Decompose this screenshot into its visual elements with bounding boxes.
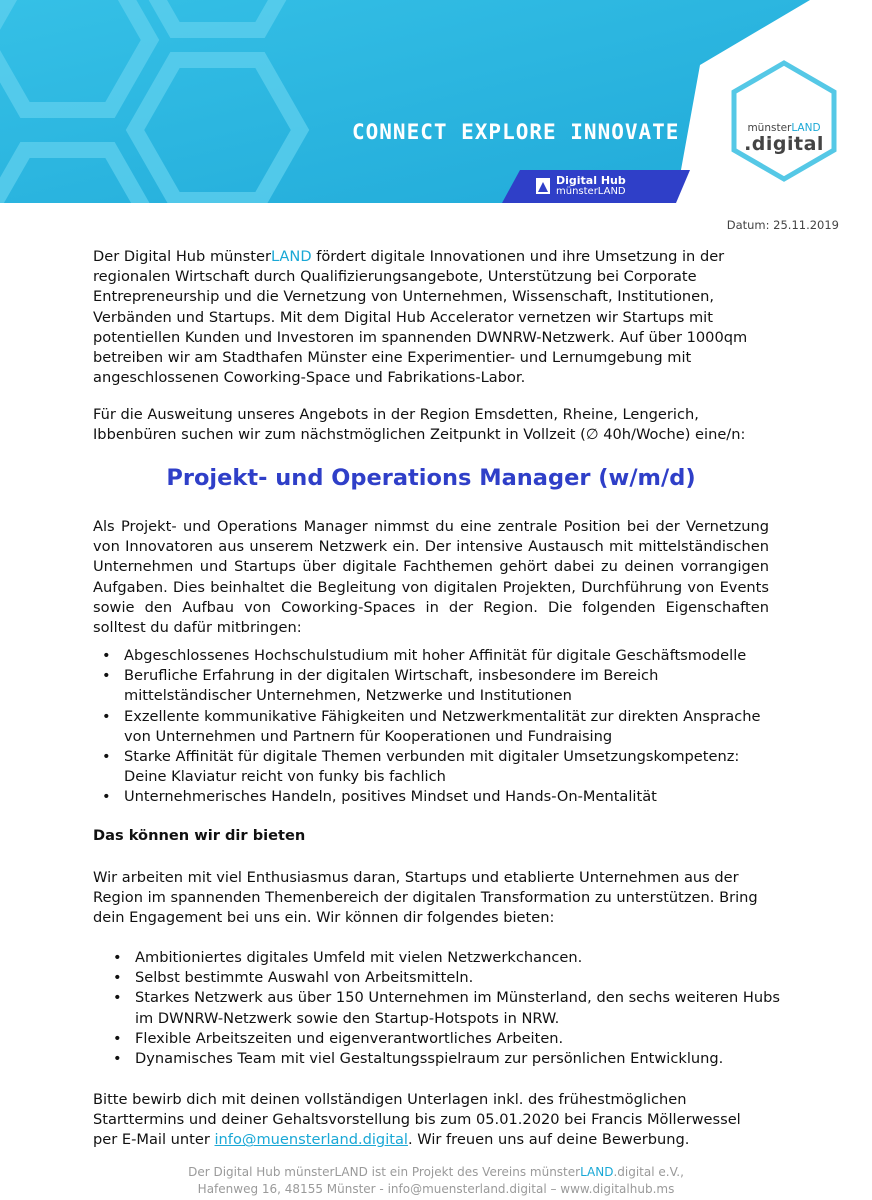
list-item: • Starkes Netzwerk aus über 150 Unternehmen im Münsterland, den sechs weiteren Hubs im DWNRW-Netzwerk sowie den Startup-Hotspots in NRW. [104, 988, 784, 1028]
document-date: Datum: 25.11.2019 [726, 218, 839, 232]
intro-post: fördert digitale Innovationen und ihre Umsetzung in der regionalen Wirtschaft durch Qualifizierungsangebote, Unterstützung bei Corporate Entrepreneurship und die Vernetzung von Unternehmen, Wissenschaft, Institutionen, Verbänden und Startups. Mit dem Digital Hub Accelerator vernetzen wir Startups mit potentiellen Kunden und Investoren im spannenden DWNRW-Netzwerk. Auf über 1000qm betreiben wir am Stadthafen Münster eine Experimentier- und Lernumgebung mit angeschlossenen Coworking-Space und Fabrikations-Labor. [93, 248, 748, 387]
list-item: • Berufliche Erfahrung in der digitalen Wirtschaft, insbesondere im Bereich mittelständischer Unternehmen, Netzwerke und Institutionen [93, 666, 783, 706]
email-link[interactable]: info@muensterland.digital [214, 1131, 408, 1149]
expansion-paragraph: Für die Ausweitung unseres Angebots in der Region Emsdetten, Rheine, Lengerich, Ibbenbüren suchen wir zum nächstmöglichen Zeitpunkt in Vollzeit (∅ 40h/Woche) eine/n: [93, 406, 746, 444]
header-banner [0, 0, 872, 203]
intro-accent: LAND [270, 248, 312, 265]
offer-intro: Wir arbeiten mit viel Enthusiasmus daran, Startups und etablierte Unternehmen aus der Region im spannenden Themenbereich der digitalen Transformation zu unterstützen. Bring dein Engagement bei uns ein. Wir können dir folgendes bieten: [93, 869, 758, 927]
requirements-list [93, 646, 783, 808]
hub-logo-icon [536, 176, 551, 196]
closing-paragraph [93, 1090, 769, 1151]
footer-line-1 [0, 1164, 872, 1181]
offer-heading: Das können wir dir bieten [93, 827, 306, 844]
role-description: Als Projekt- und Operations Manager nimmst du eine zentrale Position bei der Vernetzung von Innovatoren aus unserem Netzwerk ein. Der intensive Austausch mit mittelständischen Unternehmen und Startups über digitale Fachthemen gehört dabei zu deinen vorrangigen Aufgaben. Dies beinhaltet die Begleitung von digitalen Projekten, Durchführung von Events sowie den Aufbau von Coworking-Spaces in der Region. Die folgenden Eigenschaften solltest du dafür mitbringen: [93, 518, 769, 637]
intro-paragraph [93, 247, 769, 388]
footer [0, 1164, 872, 1198]
logo-wordmark-bottom: .digital [744, 133, 824, 155]
closing-pre: Bitte bewirb dich mit deinen vollständigen Unterlagen inkl. des frühestmöglichen Starttermins und deiner Gehaltsvorstellung bis zum 05.01.2020 bei Francis Möllerwessel per E-Mail unter [93, 1091, 741, 1149]
list-item: • Starke Affinität für digitale Themen verbunden mit digitaler Umsetzungskompetenz: Deine Klaviatur reicht von funky bis fachlich [93, 747, 783, 787]
footer-line-1-post: .digital e.V., [613, 1165, 684, 1179]
hub-badge-title: Digital Hub [556, 174, 626, 187]
footer-line-1-accent: LAND [580, 1165, 614, 1179]
list-item: • Exzellente kommunikative Fähigkeiten und Netzwerkmentalität zur direkten Ansprache von Unternehmen und Partnern für Kooperationen und Fundraising [93, 707, 783, 747]
list-item: • Ambitioniertes digitales Umfeld mit vielen Netzwerkchancen. [104, 948, 784, 968]
list-item: • Dynamisches Team mit viel Gestaltungsspielraum zur persönlichen Entwicklung. [104, 1049, 784, 1069]
job-title: Projekt- und Operations Manager (w/m/d) [166, 465, 696, 491]
logo-wordmark-accent: LAND [791, 122, 821, 134]
benefits-list [104, 948, 784, 1069]
intro-pre: Der Digital Hub münster [93, 248, 271, 265]
tagline: CONNECT EXPLORE INNOVATE [352, 120, 680, 144]
list-item: • Flexible Arbeitszeiten und eigenverantwortliches Arbeiten. [104, 1029, 784, 1049]
closing-post: . Wir freuen uns auf deine Bewerbung. [407, 1131, 690, 1149]
banner-graphic [0, 0, 872, 203]
logo-wordmark-pre: münster [747, 122, 792, 134]
list-item: • Abgeschlossenes Hochschulstudium mit hoher Affinität für digitale Geschäftsmodelle [93, 646, 783, 666]
footer-line-1-pre: Der Digital Hub münsterLAND ist ein Projekt des Vereins münster [188, 1165, 581, 1179]
list-item: • Unternehmerisches Handeln, positives Mindset und Hands-On-Mentalität [93, 787, 783, 807]
hub-badge-subtitle: münsterLAND [556, 186, 626, 197]
footer-line-2: Hafenweg 16, 48155 Münster - info@muensterland.digital – www.digitalhub.ms [197, 1182, 675, 1196]
list-item: • Selbst bestimmte Auswahl von Arbeitsmitteln. [104, 968, 784, 988]
